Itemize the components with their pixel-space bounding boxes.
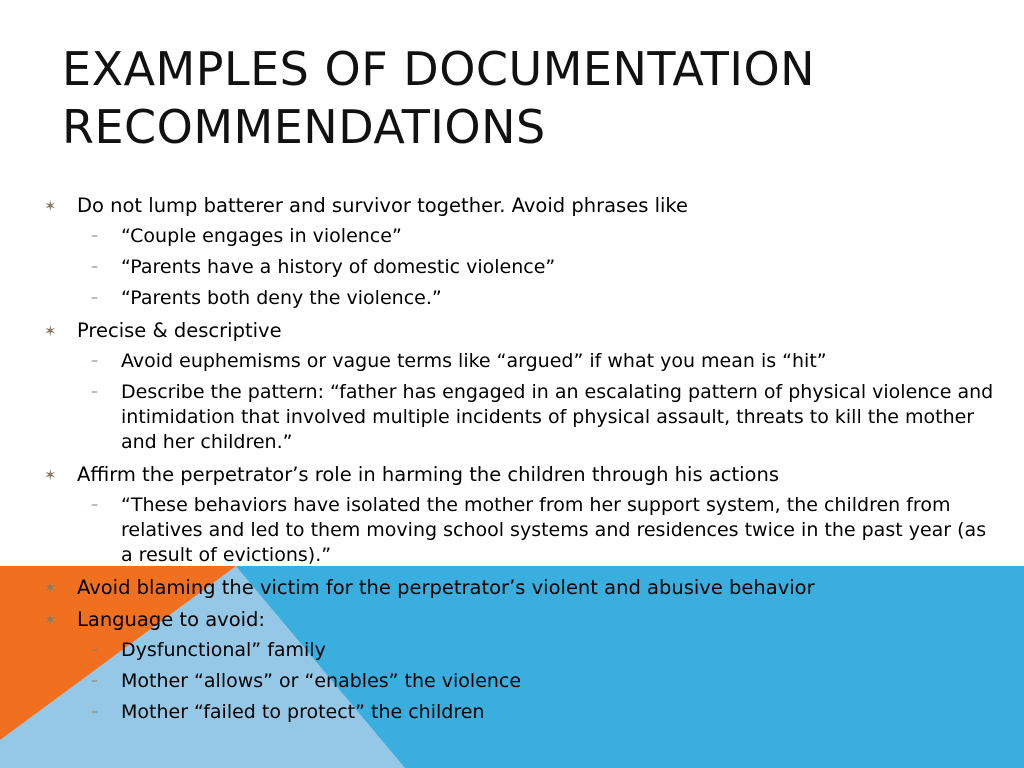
dash-bullet-icon: – — [91, 259, 98, 275]
dash-bullet-icon: – — [91, 353, 98, 369]
sub-bullet-text: “These behaviors have isolated the mother from her support system, the children from relatives and led to them moving school systems and residences twice in the past year (as a result of evictions).” — [121, 494, 987, 566]
sub-bullet-item — [44, 221, 994, 252]
dash-bullet-icon: – — [91, 384, 98, 400]
sub-bullet-list — [77, 221, 994, 314]
star-bullet-icon: ✶ — [44, 322, 57, 340]
bullet-text: Language to avoid: — [77, 608, 265, 631]
bullet-text: Precise & descriptive — [77, 319, 282, 342]
sub-bullet-item — [44, 346, 994, 377]
sub-bullet-list — [77, 346, 994, 458]
dash-bullet-icon: – — [91, 673, 98, 689]
dash-bullet-icon: – — [91, 228, 98, 244]
sub-bullet-text: “Parents both deny the violence.” — [121, 287, 442, 309]
star-bullet-icon: ✶ — [44, 197, 57, 215]
sub-bullet-text: Mother “allows” or “enables” the violence — [121, 670, 522, 692]
sub-bullet-item — [44, 490, 994, 571]
sub-bullet-text: “Couple engages in violence” — [121, 225, 402, 247]
bullet-list — [44, 191, 994, 728]
star-bullet-icon: ✶ — [44, 579, 57, 597]
sub-bullet-text: “Parents have a history of domestic violence” — [121, 256, 556, 278]
sub-bullet-item — [44, 377, 994, 458]
bullet-text: Affirm the perpetrator’s role in harming the children through his actions — [77, 463, 779, 486]
sub-bullet-text: Dysfunctional” family — [121, 639, 326, 661]
sub-bullet-item — [44, 635, 994, 666]
dash-bullet-icon: – — [91, 290, 98, 306]
sub-bullet-item — [44, 283, 994, 314]
bullet-text: Do not lump batterer and survivor together. Avoid phrases like — [77, 194, 688, 217]
bullet-item — [44, 460, 994, 571]
bullet-item — [44, 605, 994, 728]
sub-bullet-item — [44, 252, 994, 283]
bullet-item — [44, 573, 994, 603]
dash-bullet-icon: – — [91, 497, 98, 513]
star-bullet-icon: ✶ — [44, 611, 57, 629]
bullet-text: Avoid blaming the victim for the perpetrator’s violent and abusive behavior — [77, 576, 815, 599]
slide-title: EXAMPLES OF DOCUMENTATION RECOMMENDATIONS — [62, 42, 816, 154]
sub-bullet-item — [44, 697, 994, 728]
sub-bullet-text: Describe the pattern: “father has engaged in an escalating pattern of physical violence and intimidation that involved multiple incidents of physical assault, threats to kill the mother and her children.” — [121, 381, 994, 453]
sub-bullet-item — [44, 666, 994, 697]
sub-bullet-list — [77, 635, 994, 728]
sub-bullet-list — [77, 490, 994, 571]
star-bullet-icon: ✶ — [44, 466, 57, 484]
sub-bullet-text: Mother “failed to protect” the children — [121, 701, 485, 723]
dash-bullet-icon: – — [91, 642, 98, 658]
dash-bullet-icon: – — [91, 704, 98, 720]
bullet-item — [44, 191, 994, 314]
sub-bullet-text: Avoid euphemisms or vague terms like “argued” if what you mean is “hit” — [121, 350, 827, 372]
bullet-item — [44, 316, 994, 458]
